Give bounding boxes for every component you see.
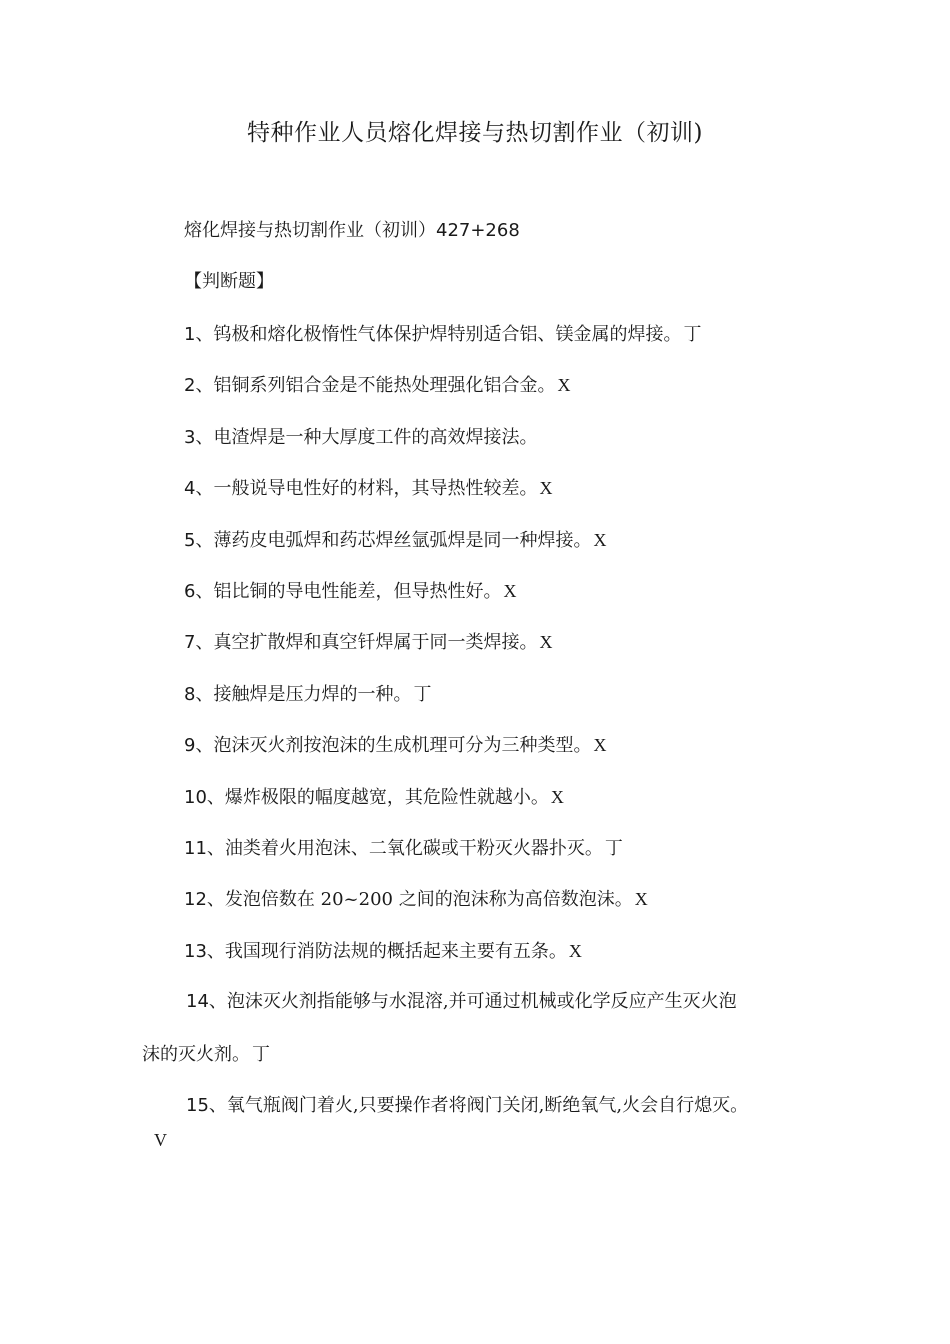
question-answer: 丁	[683, 324, 702, 344]
question-item	[184, 322, 701, 347]
question-number: 14、	[186, 991, 227, 1012]
question-text: 爆炸极限的幅度越宽，其危险性就越小。	[224, 787, 549, 808]
question-answer: X	[503, 581, 517, 601]
question-item	[184, 630, 552, 655]
question-number: 5、	[184, 530, 214, 551]
question-item	[184, 887, 648, 912]
question-continuation	[142, 1042, 270, 1067]
question-answer: X	[539, 632, 553, 652]
question-answer: X	[539, 478, 553, 498]
question-text-cont: 沫的灭火剂。	[142, 1044, 250, 1065]
question-item	[184, 528, 606, 553]
question-text: 发泡倍数在 20~200 之间的泡沫称为高倍数泡沫。	[224, 889, 633, 910]
question-item	[184, 425, 539, 450]
section-heading: 【判断题】	[184, 271, 274, 292]
question-number: 3、	[184, 427, 214, 448]
question-answer: 丁	[413, 684, 432, 704]
question-item	[184, 836, 623, 861]
question-item	[184, 733, 606, 758]
question-answer: X	[557, 375, 571, 395]
question-item	[186, 1094, 748, 1118]
question-answer: X	[634, 889, 648, 909]
document-subtitle: 熔化焊接与热切割作业（初训）427+268	[184, 220, 520, 241]
question-number: 1、	[184, 324, 214, 345]
question-text: 我国现行消防法规的概括起来主要有五条。	[224, 941, 567, 962]
question-text: 铝铜系列铝合金是不能热处理强化铝合金。	[213, 375, 556, 396]
question-item	[184, 682, 431, 707]
question-item	[184, 579, 516, 604]
question-text: 真空扩散焊和真空钎焊属于同一类焊接。	[213, 632, 538, 653]
question-number: 13、	[184, 941, 225, 962]
question-answer: 丁	[252, 1044, 270, 1064]
question-text: 电渣焊是一种大厚度工件的高效焊接法。	[213, 427, 538, 448]
question-number: 8、	[184, 684, 214, 705]
question-number: 15、	[186, 1095, 227, 1116]
question-number: 9、	[184, 735, 214, 756]
question-answer: X	[593, 735, 607, 755]
question-text: 接触焊是压力焊的一种。	[213, 684, 412, 705]
question-answer: V	[154, 1130, 167, 1150]
question-answer: X	[568, 941, 582, 961]
question-answer: 丁	[604, 838, 623, 858]
question-text: 氧气瓶阀门着火,只要操作者将阀门关闭,断绝氧气,火会自行熄灭。	[226, 1095, 749, 1116]
question-number: 6、	[184, 581, 214, 602]
question-number: 11、	[184, 838, 225, 859]
question-item	[184, 476, 552, 501]
question-number: 2、	[184, 375, 214, 396]
question-text: 铝比铜的导电性能差，但导热性好。	[213, 581, 502, 602]
question-text: 薄药皮电弧焊和药芯焊丝氩弧焊是同一种焊接。	[213, 530, 592, 551]
question-text: 泡沫灭火剂指能够与水混溶,并可通过机械或化学反应产生灭火泡	[226, 991, 737, 1012]
question-item	[186, 990, 737, 1014]
document-title: 特种作业人员熔化焊接与热切割作业（初训)	[247, 120, 703, 146]
question-number: 4、	[184, 478, 214, 499]
question-text: 一般说导电性好的材料，其导热性较差。	[213, 478, 538, 499]
question-number: 10、	[184, 787, 225, 808]
question-answer: X	[550, 787, 564, 807]
question-item	[184, 373, 570, 398]
question-item	[184, 939, 582, 964]
question-text: 钨极和熔化极惰性气体保护焊特别适合铝、镁金属的焊接。	[213, 324, 682, 345]
question-text: 泡沫灭火剂按泡沫的生成机理可分为三种类型。	[213, 735, 592, 756]
question-number: 7、	[184, 632, 214, 653]
question-number: 12、	[184, 889, 225, 910]
question-answer: X	[593, 530, 607, 550]
question-item	[184, 785, 564, 810]
question-text: 油类着火用泡沫、二氧化碳或干粉灭火器扑灭。	[224, 838, 603, 859]
